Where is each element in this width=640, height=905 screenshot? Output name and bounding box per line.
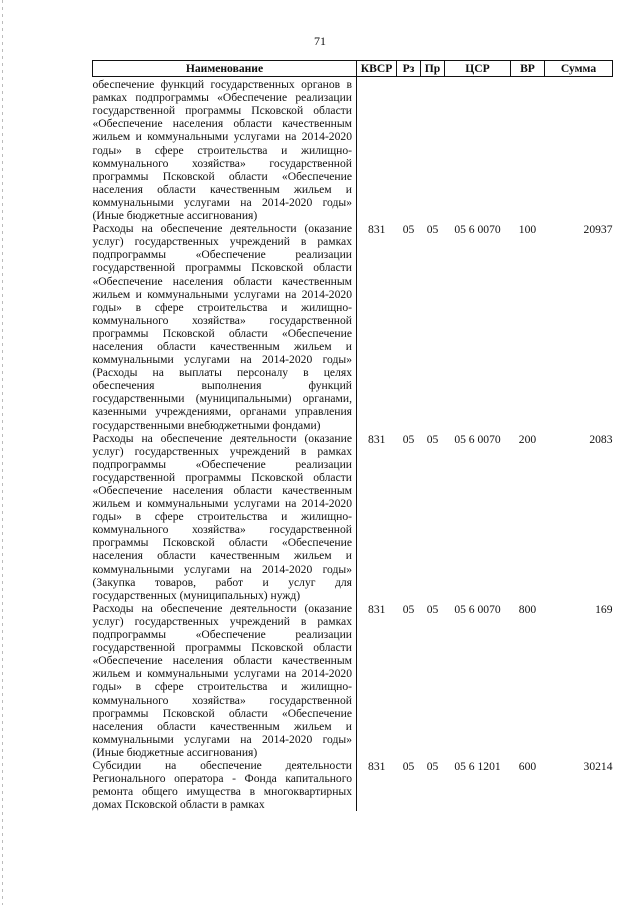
row-csr (445, 77, 511, 223)
row-kvsr: 831 (368, 759, 386, 773)
header-vr: ВР (511, 61, 545, 77)
row-name: Расходы на обеспечение деятельности (оказание услуг) государственных учреждений в рамках подпрограммы «Обеспечение реализации государственной программы Псковской области «Обеспечение населения области качественным жильем и коммунальными услугами на 2014-2020 годы» в сфере строительства и жилищно-коммунального хозяйства» государственной программы Псковской области «Обеспечение населения области качественным жильем и коммунальными услугами на 2014-2020 годы» (Закупка товаров, работ и услуг для государственных (муниципальных) нужд) (93, 432, 357, 602)
header-csr: ЦСР (445, 61, 511, 77)
table-row (93, 759, 613, 811)
row-pr: 05 (426, 432, 439, 446)
row-rz (397, 77, 421, 223)
row-csr: 05 6 0070 (454, 223, 501, 237)
row-kvsr: 831 (368, 602, 386, 616)
row-name: Субсидии на обеспечение деятельности Регионального оператора - Фонда капитального ремонта общего имущества в многоквартирных домах Псковской области в рамках (93, 759, 357, 811)
row-pr: 05 (426, 223, 439, 237)
row-rz: 05 (402, 602, 415, 616)
row-rz: 05 (402, 759, 415, 773)
row-csr: 05 6 0070 (454, 602, 501, 616)
row-pr: 05 (426, 759, 439, 773)
table-row (93, 602, 613, 759)
row-pr: 05 (426, 602, 439, 616)
row-csr: 05 6 0070 (454, 432, 501, 446)
header-kvsr: КВСР (357, 61, 397, 77)
page-number: 71 (314, 34, 326, 48)
row-rz: 05 (402, 223, 415, 237)
row-pr (421, 77, 445, 223)
row-name: Расходы на обеспечение деятельности (оказание услуг) государственных учреждений в рамках подпрограммы «Обеспечение реализации государственной программы Псковской области «Обеспечение населения области качественным жильем и коммунальными услугами на 2014-2020 годы» в сфере строительства и жилищно-коммунального хозяйства» государственной программы Псковской области «Обеспечение населения области качественным жильем и коммунальными услугами на 2014-2020 годы» (Расходы на выплаты персоналу в целях обеспечения выполнения функций государственными (муниципальными) органами, казенными учреждениями, органами управления государственными внебюджетными фондами) (93, 222, 357, 432)
scan-edge-line (2, 0, 3, 905)
row-name: Расходы на обеспечение деятельности (оказание услуг) государственных учреждений в рамках подпрограммы «Обеспечение реализации государственной программы Псковской области «Обеспечение населения области качественным жильем и коммунальными услугами на 2014-2020 годы» в сфере строительства и жилищно-коммунального хозяйства» государственной программы Псковской области «Обеспечение населения области качественным жильем и коммунальными услугами на 2014-2020 годы» (Иные бюджетные ассигнования) (93, 602, 357, 759)
header-sum: Сумма (545, 61, 613, 77)
row-vr: 600 (518, 759, 537, 773)
header-name: Наименование (93, 61, 357, 77)
table-row (93, 222, 613, 432)
row-name: обеспечение функций государственных органов в рамках подпрограммы «Обеспечение реализации государственной программы Псковской области «Обеспечение населения области качественным жильем и коммунальными услугами на 2014-2020 годы» в сфере строительства и жилищно-коммунального хозяйства» государственной программы Псковской области «Обеспечение населения области качественным жильем и коммунальными услугами на 2014-2020 годы» (Иные бюджетные ассигнования) (93, 77, 357, 223)
row-vr: 800 (518, 602, 537, 616)
header-rz: Рз (397, 61, 421, 77)
row-kvsr: 831 (368, 432, 386, 446)
row-sum (545, 77, 613, 223)
row-vr: 100 (518, 223, 537, 237)
row-rz: 05 (402, 432, 415, 446)
row-csr: 05 6 1201 (454, 759, 501, 773)
row-vr (511, 77, 545, 223)
row-vr: 200 (518, 432, 537, 446)
row-kvsr (357, 77, 397, 223)
row-sum: 169 (595, 602, 613, 616)
header-pr: Пр (421, 61, 445, 77)
table-header-row (93, 61, 613, 77)
table-row (93, 432, 613, 602)
row-sum: 20937 (583, 223, 613, 237)
budget-table (92, 60, 613, 811)
row-sum: 30214 (583, 759, 613, 773)
row-sum: 2083 (589, 432, 613, 446)
row-kvsr: 831 (368, 223, 386, 237)
table-row (93, 77, 613, 223)
